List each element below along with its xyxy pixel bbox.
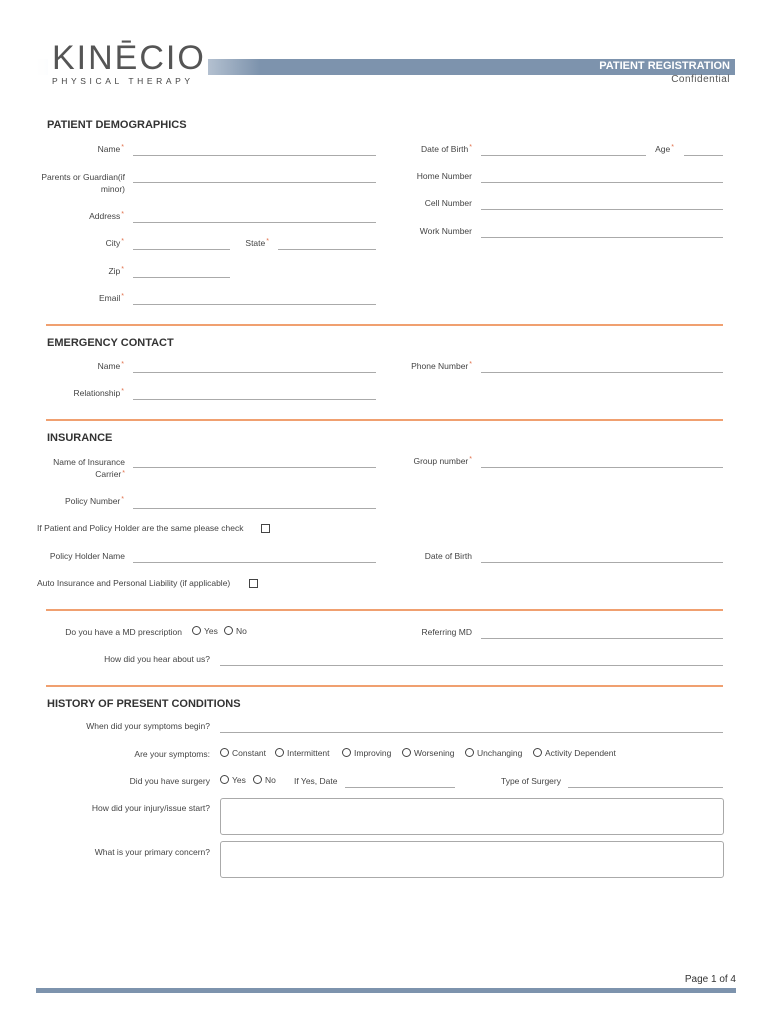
same-holder-label: If Patient and Policy Holder are the same please check bbox=[37, 523, 244, 533]
work-number-input[interactable] bbox=[481, 237, 723, 238]
name-input[interactable] bbox=[133, 155, 376, 156]
cell-number-label: Cell Number bbox=[424, 198, 472, 208]
form-title: PATIENT REGISTRATION bbox=[599, 60, 730, 72]
holder-name-input[interactable] bbox=[133, 562, 376, 563]
symptom-option-worsening[interactable]: Worsening bbox=[402, 748, 454, 758]
surgery-type-input[interactable] bbox=[568, 787, 723, 788]
section-divider bbox=[46, 419, 723, 421]
auto-insurance-checkbox[interactable] bbox=[249, 579, 258, 588]
page-number: Page 1 of 4 bbox=[684, 974, 736, 985]
md-prescription-label: Do you have a MD prescription bbox=[65, 627, 182, 637]
age-label: Age* bbox=[655, 144, 674, 154]
footer-bar bbox=[36, 988, 736, 993]
md-yes-option[interactable]: Yes bbox=[192, 626, 218, 636]
emergency-phone-label: Phone Number* bbox=[411, 361, 472, 371]
symptom-option-activity-dependent[interactable]: Activity Dependent bbox=[533, 748, 616, 758]
referring-md-label: Referring MD bbox=[421, 627, 472, 637]
group-number-input[interactable] bbox=[481, 467, 723, 468]
symptom-option-intermittent[interactable]: Intermittent bbox=[275, 748, 330, 758]
name-label: Name* bbox=[97, 144, 124, 154]
surgery-date-label: If Yes, Date bbox=[294, 776, 338, 786]
injury-start-label: How did your injury/issue start? bbox=[91, 803, 210, 813]
work-number-label: Work Number bbox=[419, 226, 472, 236]
symptoms-begin-label: When did your symptoms begin? bbox=[86, 721, 210, 731]
symptom-option-improving[interactable]: Improving bbox=[342, 748, 391, 758]
radio-icon bbox=[253, 775, 262, 784]
radio-icon bbox=[224, 626, 233, 635]
cell-number-input[interactable] bbox=[481, 209, 723, 210]
zip-label: Zip* bbox=[108, 266, 124, 276]
address-label: Address* bbox=[89, 211, 124, 221]
md-no-option[interactable]: No bbox=[224, 626, 247, 636]
emergency-name-label: Name* bbox=[97, 361, 124, 371]
guardian-input[interactable] bbox=[133, 182, 376, 183]
surgery-label: Did you have surgery bbox=[129, 776, 210, 786]
logo-main-text: KINĒCIO bbox=[52, 39, 206, 77]
company-logo bbox=[52, 40, 206, 86]
state-label: State* bbox=[245, 238, 269, 248]
age-input[interactable] bbox=[684, 155, 723, 156]
surgery-type-label: Type of Surgery bbox=[500, 776, 561, 786]
radio-icon bbox=[220, 775, 229, 784]
relationship-label: Relationship* bbox=[73, 388, 124, 398]
symptom-option-unchanging[interactable]: Unchanging bbox=[465, 748, 522, 758]
policy-number-input[interactable] bbox=[133, 508, 376, 509]
address-input[interactable] bbox=[133, 222, 376, 223]
hear-about-input[interactable] bbox=[220, 665, 723, 666]
auto-insurance-label: Auto Insurance and Personal Liability (if applicable) bbox=[37, 578, 231, 588]
symptoms-begin-input[interactable] bbox=[220, 732, 723, 733]
radio-icon bbox=[402, 748, 411, 757]
city-label: City* bbox=[105, 238, 124, 248]
holder-dob-input[interactable] bbox=[481, 562, 723, 563]
policy-number-label: Policy Number* bbox=[64, 496, 124, 506]
radio-icon bbox=[533, 748, 542, 757]
holder-dob-label: Date of Birth bbox=[424, 551, 472, 561]
radio-icon bbox=[465, 748, 474, 757]
injury-start-textarea[interactable] bbox=[220, 798, 724, 835]
email-input[interactable] bbox=[133, 304, 376, 305]
section-divider bbox=[46, 685, 723, 687]
home-number-label: Home Number bbox=[416, 171, 472, 181]
primary-concern-label: What is your primary concern? bbox=[94, 847, 210, 857]
section-title-insurance: INSURANCE bbox=[47, 432, 113, 444]
section-divider bbox=[46, 324, 723, 326]
section-title-emergency: EMERGENCY CONTACT bbox=[47, 337, 174, 349]
section-title-demographics: PATIENT DEMOGRAPHICS bbox=[47, 119, 187, 131]
zip-input[interactable] bbox=[133, 277, 230, 278]
emergency-name-input[interactable] bbox=[133, 372, 376, 373]
same-holder-checkbox[interactable] bbox=[261, 524, 270, 533]
radio-icon bbox=[342, 748, 351, 757]
dob-input[interactable] bbox=[481, 155, 646, 156]
radio-icon bbox=[220, 748, 229, 757]
home-number-input[interactable] bbox=[481, 182, 723, 183]
state-input[interactable] bbox=[278, 249, 376, 250]
email-label: Email* bbox=[99, 293, 124, 303]
referring-md-input[interactable] bbox=[481, 638, 723, 639]
city-input[interactable] bbox=[133, 249, 230, 250]
section-title-history: HISTORY OF PRESENT CONDITIONS bbox=[47, 698, 241, 710]
radio-icon bbox=[192, 626, 201, 635]
section-divider bbox=[46, 609, 723, 611]
group-number-label: Group number* bbox=[413, 456, 472, 466]
surgery-yes-option[interactable]: Yes bbox=[220, 775, 246, 785]
relationship-input[interactable] bbox=[133, 399, 376, 400]
logo-sub-text: PHYSICAL THERAPY bbox=[52, 76, 194, 86]
surgery-no-option[interactable]: No bbox=[253, 775, 276, 785]
symptoms-are-label: Are your symptoms: bbox=[134, 749, 210, 759]
surgery-date-input[interactable] bbox=[345, 787, 455, 788]
guardian-label: Parents or Guardian(if minor) bbox=[41, 172, 125, 194]
holder-name-label: Policy Holder Name bbox=[49, 551, 125, 561]
radio-icon bbox=[275, 748, 284, 757]
carrier-input[interactable] bbox=[133, 467, 376, 468]
emergency-phone-input[interactable] bbox=[481, 372, 723, 373]
carrier-label: Name of Insurance Carrier* bbox=[53, 457, 125, 479]
form-subtitle: Confidential bbox=[671, 74, 730, 85]
hear-about-label: How did you hear about us? bbox=[104, 654, 210, 664]
dob-label: Date of Birth* bbox=[421, 144, 472, 154]
primary-concern-textarea[interactable] bbox=[220, 841, 724, 878]
symptom-option-constant[interactable]: Constant bbox=[220, 748, 266, 758]
